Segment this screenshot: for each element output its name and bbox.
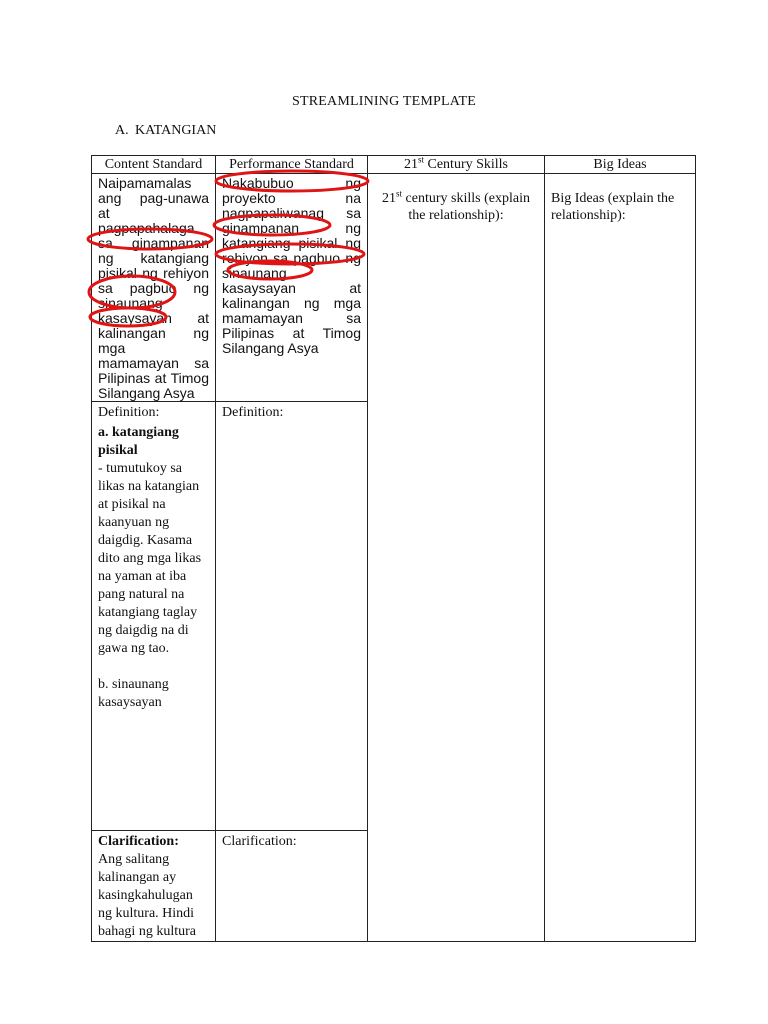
big-ideas-cell: Big Ideas (explain the relationship): [545, 174, 696, 942]
spacer [98, 658, 209, 676]
header-content-standard: Content Standard [92, 156, 216, 174]
term-a-text: - tumutukoy sa likas na katangian at pisikal na kaanyuan ng daigdig. Kasama dito ang mga likas na yaman at iba pang natural na katangiang taglay ng daigdig na di gawa ng tao. [98, 461, 202, 656]
performance-clarification-cell: Clarification: [216, 831, 368, 942]
century-skills-cell [368, 174, 545, 942]
term-b: b. sinaunang kasaysayan [98, 677, 169, 710]
section-title: KATANGIAN [135, 123, 217, 138]
clarification-cell [92, 831, 216, 942]
clarification-label: Clarification: [98, 834, 179, 849]
definition-cell [92, 402, 216, 831]
header-skills-label: Century Skills [424, 157, 509, 172]
header-big-ideas: Big Ideas [545, 156, 696, 174]
header-skills-number: 21 [403, 157, 418, 172]
skills-note-text: century skills (explain the relationship): [402, 191, 530, 223]
skills-note-sup: st [396, 188, 403, 199]
header-century-skills [368, 156, 545, 174]
performance-standard-cell: Nakabubuo ng proyekto na nagpapaliwanag sa ginampanan ng katangiang pisikal ng rehiyon sa pagbuo ng sinaunang kasaysayan at kalinangan ng mga mamamayan sa Pilipinas at Timog Silangang Asya [216, 174, 368, 402]
term-a: a. katangiang pisikal [98, 425, 179, 458]
header-performance-standard: Performance Standard [216, 156, 368, 174]
header-skills-sup: st [417, 155, 424, 165]
content-standard-cell: Naipamamalas ang pag-unawa at pagpapahalaga sa ginampanan ng katangiang pisikal ng rehiyon sa pagbuo ng sinaunang kasaysayan at kalinangan ng mga mamamayan sa Pilipinas at Timog Silangang Asya [92, 174, 216, 402]
streamlining-table [91, 155, 696, 942]
clarification-text: Ang salitang kalinangan ay kasingkahulugan ng kultura. Hindi bahagi ng kultura [98, 852, 196, 939]
skills-note-number: 21 [382, 191, 397, 206]
section-letter: A. [115, 123, 129, 138]
header-row [92, 156, 696, 174]
standards-row [92, 174, 696, 402]
performance-definition-cell: Definition: [216, 402, 368, 831]
definition-label: Definition: [98, 405, 160, 420]
document-title: STREAMLINING TEMPLATE [292, 94, 476, 109]
section-heading [115, 123, 216, 139]
